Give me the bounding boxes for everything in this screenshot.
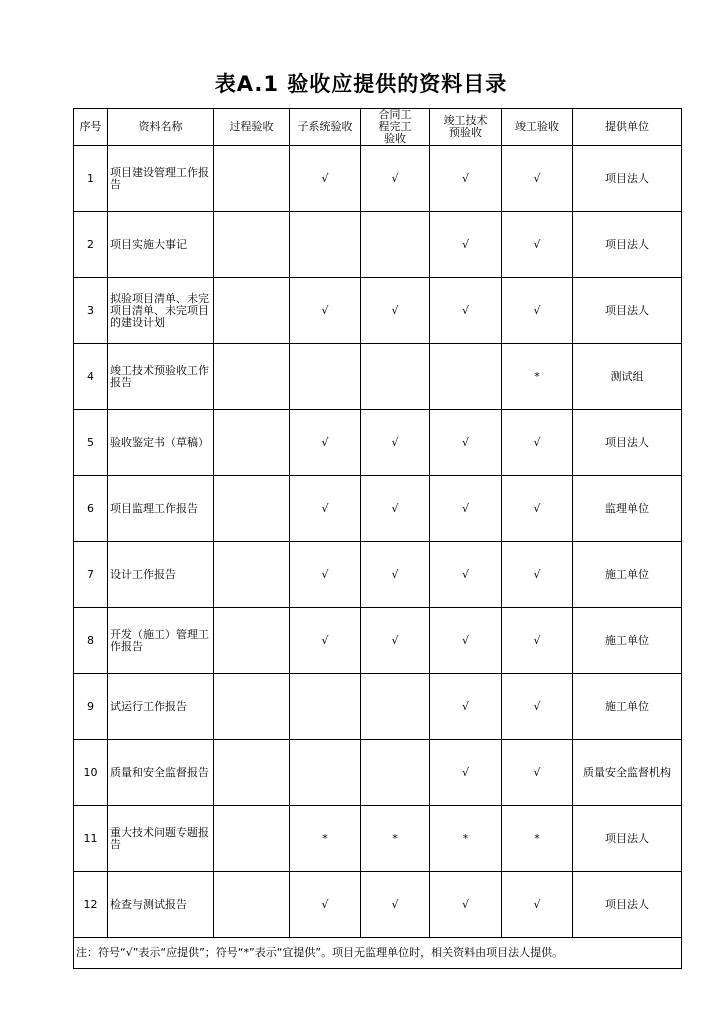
cell-provider: 监理单位 [573,476,682,542]
cell-contract [361,674,430,740]
cell-completion: √ [502,740,573,806]
cell-completion: √ [502,872,573,938]
cell-seq: 6 [74,476,108,542]
cell-process [214,344,290,410]
table-row [74,806,682,872]
header-provider: 提供单位 [573,109,682,146]
header-tech-pre: 竣工技术预验收 [430,109,502,146]
cell-seq: 4 [74,344,108,410]
table-row [74,278,682,344]
cell-subsystem: √ [290,872,361,938]
cell-name: 项目建设管理工作报告 [108,146,214,212]
cell-seq: 10 [74,740,108,806]
cell-contract: √ [361,872,430,938]
cell-name: 验收鉴定书（草稿） [108,410,214,476]
cell-contract [361,212,430,278]
note-row [74,938,682,969]
header-row [74,109,682,146]
cell-provider: 项目法人 [573,872,682,938]
cell-tech-pre: √ [430,146,502,212]
cell-subsystem: √ [290,542,361,608]
cell-subsystem: √ [290,146,361,212]
cell-name: 竣工技术预验收工作报告 [108,344,214,410]
cell-seq: 1 [74,146,108,212]
cell-subsystem: √ [290,476,361,542]
cell-completion: √ [502,212,573,278]
cell-process [214,278,290,344]
table-row [74,344,682,410]
cell-contract: √ [361,476,430,542]
cell-completion: √ [502,278,573,344]
cell-process [214,608,290,674]
cell-process [214,146,290,212]
cell-tech-pre: √ [430,212,502,278]
cell-process [214,212,290,278]
cell-completion: * [502,806,573,872]
cell-completion: √ [502,542,573,608]
table-row [74,674,682,740]
cell-contract: * [361,806,430,872]
header-completion: 竣工验收 [502,109,573,146]
cell-tech-pre: √ [430,278,502,344]
header-contract: 合同工程完工验收 [361,109,430,146]
cell-provider: 项目法人 [573,146,682,212]
cell-seq: 5 [74,410,108,476]
cell-provider: 项目法人 [573,278,682,344]
cell-tech-pre: √ [430,608,502,674]
cell-tech-pre [430,344,502,410]
cell-seq: 7 [74,542,108,608]
cell-seq: 9 [74,674,108,740]
cell-name: 检查与测试报告 [108,872,214,938]
cell-provider: 项目法人 [573,212,682,278]
cell-seq: 2 [74,212,108,278]
cell-subsystem: * [290,806,361,872]
cell-tech-pre: √ [430,542,502,608]
cell-provider: 施工单位 [573,542,682,608]
cell-contract: √ [361,608,430,674]
cell-provider: 测试组 [573,344,682,410]
cell-name: 项目监理工作报告 [108,476,214,542]
table-row [74,740,682,806]
cell-process [214,872,290,938]
table-row [74,146,682,212]
cell-name: 质量和安全监督报告 [108,740,214,806]
table-row [74,608,682,674]
cell-name: 试运行工作报告 [108,674,214,740]
cell-contract: √ [361,146,430,212]
cell-name: 设计工作报告 [108,542,214,608]
table-row [74,476,682,542]
table-row [74,542,682,608]
cell-process [214,806,290,872]
cell-tech-pre: √ [430,410,502,476]
cell-process [214,542,290,608]
cell-contract [361,740,430,806]
cell-seq: 11 [74,806,108,872]
cell-seq: 3 [74,278,108,344]
table-row [74,872,682,938]
cell-subsystem: √ [290,410,361,476]
table-row [74,212,682,278]
cell-name: 开发（施工）管理工作报告 [108,608,214,674]
cell-subsystem: √ [290,278,361,344]
cell-process [214,740,290,806]
cell-completion: √ [502,410,573,476]
table-row [74,410,682,476]
cell-completion: √ [502,146,573,212]
cell-tech-pre: √ [430,674,502,740]
cell-contract [361,344,430,410]
cell-subsystem [290,344,361,410]
header-process: 过程验收 [214,109,290,146]
cell-provider: 施工单位 [573,608,682,674]
cell-tech-pre: * [430,806,502,872]
footnote: 注：符号“√”表示“应提供”；符号“*”表示“宜提供”。项目无监理单位时，相关资料由项目法人提供。 [74,938,682,969]
cell-seq: 12 [74,872,108,938]
cell-contract: √ [361,542,430,608]
cell-process [214,674,290,740]
header-name: 资料名称 [108,109,214,146]
cell-name: 拟验项目清单、未完项目清单、未完项目的建设计划 [108,278,214,344]
cell-completion: √ [502,608,573,674]
cell-subsystem [290,212,361,278]
cell-subsystem [290,740,361,806]
cell-contract: √ [361,410,430,476]
page-title: 表A.1 验收应提供的资料目录 [214,72,508,96]
cell-subsystem [290,674,361,740]
cell-name: 重大技术问题专题报告 [108,806,214,872]
cell-seq: 8 [74,608,108,674]
header-subsystem: 子系统验收 [290,109,361,146]
cell-tech-pre: √ [430,476,502,542]
cell-tech-pre: √ [430,872,502,938]
cell-provider: 项目法人 [573,806,682,872]
cell-provider: 质量安全监督机构 [573,740,682,806]
cell-contract: √ [361,278,430,344]
cell-process [214,410,290,476]
materials-table [73,108,682,969]
cell-provider: 项目法人 [573,410,682,476]
header-seq: 序号 [74,109,108,146]
cell-completion: √ [502,476,573,542]
cell-subsystem: √ [290,608,361,674]
cell-completion: * [502,344,573,410]
cell-process [214,476,290,542]
cell-provider: 施工单位 [573,674,682,740]
cell-name: 项目实施大事记 [108,212,214,278]
cell-completion: √ [502,674,573,740]
cell-tech-pre: √ [430,740,502,806]
